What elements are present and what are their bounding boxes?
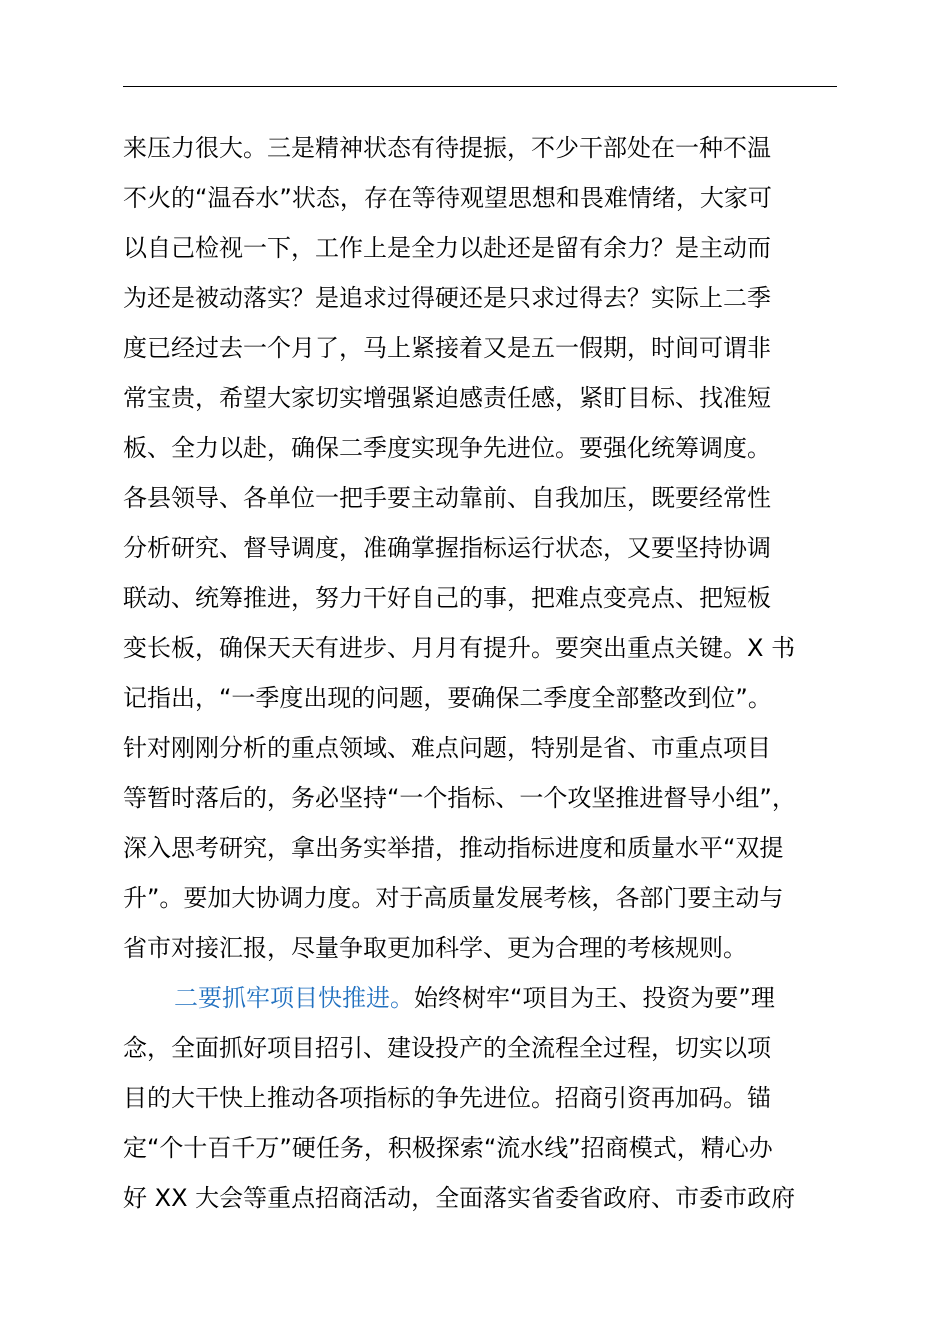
text-line: 常宝贵，希望大家切实增强紧迫感责任感，紧盯目标、找准短 bbox=[123, 384, 771, 412]
text-line: 度已经过去一个月了，马上紧接着又是五一假期，时间可谓非 bbox=[123, 334, 771, 362]
text-line: 记指出，“一季度出现的问题，要确保二季度全部整改到位”。 bbox=[123, 684, 772, 712]
text-line: 不火的“温吞水”状态，存在等待观望思想和畏难情绪，大家可 bbox=[123, 184, 772, 212]
text-line: 板、全力以赴，确保二季度实现争先进位。要强化统筹调度。 bbox=[123, 434, 771, 462]
text-line: 分析研究、督导调度，准确掌握指标运行状态，又要坚持协调 bbox=[123, 534, 771, 562]
text-line: 针对刚刚分析的重点领域、难点问题，特别是省、市重点项目 bbox=[123, 734, 771, 762]
text-line: 变长板，确保天天有进步、月月有提升。要突出重点关键。X 书 bbox=[123, 634, 796, 662]
text-line: 定“个十百千万”硬任务，积极探索“流水线”招商模式，精心办 bbox=[123, 1134, 773, 1162]
text-line: 来压力很大。三是精神状态有待提振，不少干部处在一种不温 bbox=[123, 134, 771, 162]
header-rule bbox=[123, 86, 837, 87]
text-line: 省市对接汇报，尽量争取更加科学、更为合理的考核规则。 bbox=[123, 934, 747, 962]
section-heading: 二要抓牢项目快推进。 bbox=[174, 984, 414, 1012]
text-line: 为还是被动落实？是追求过得硬还是只求过得去？实际上二季 bbox=[123, 284, 771, 312]
section-first-line bbox=[123, 973, 863, 1023]
text-line: 目的大干快上推动各项指标的争先进位。招商引资再加码。锚 bbox=[123, 1084, 771, 1112]
text-line: 深入思考研究，拿出务实举措，推动指标进度和质量水平“双提 bbox=[123, 834, 784, 862]
section-heading-rest: 始终树牢“项目为王、投资为要”理 bbox=[414, 984, 775, 1012]
text-line: 好 XX 大会等重点招商活动，全面落实省委省政府、市委市政府 bbox=[123, 1184, 796, 1212]
text-line: 以自己检视一下，工作上是全力以赴还是留有余力？是主动而 bbox=[123, 234, 771, 262]
document-body bbox=[123, 123, 863, 1223]
text-line: 念，全面抓好项目招引、建设投产的全流程全过程，切实以项 bbox=[123, 1034, 771, 1062]
paragraph-section-2 bbox=[123, 973, 863, 1223]
text-line: 等暂时落后的，务必坚持“一个指标、一个攻坚推进督导小组”， bbox=[123, 784, 796, 812]
paragraph-continued bbox=[123, 123, 863, 973]
text-line: 升”。要加大协调力度。对于高质量发展考核，各部门要主动与 bbox=[123, 884, 784, 912]
text-line: 各县领导、各单位一把手要主动靠前、自我加压，既要经常性 bbox=[123, 484, 771, 512]
text-line: 联动、统筹推进，努力干好自己的事，把难点变亮点、把短板 bbox=[123, 584, 771, 612]
